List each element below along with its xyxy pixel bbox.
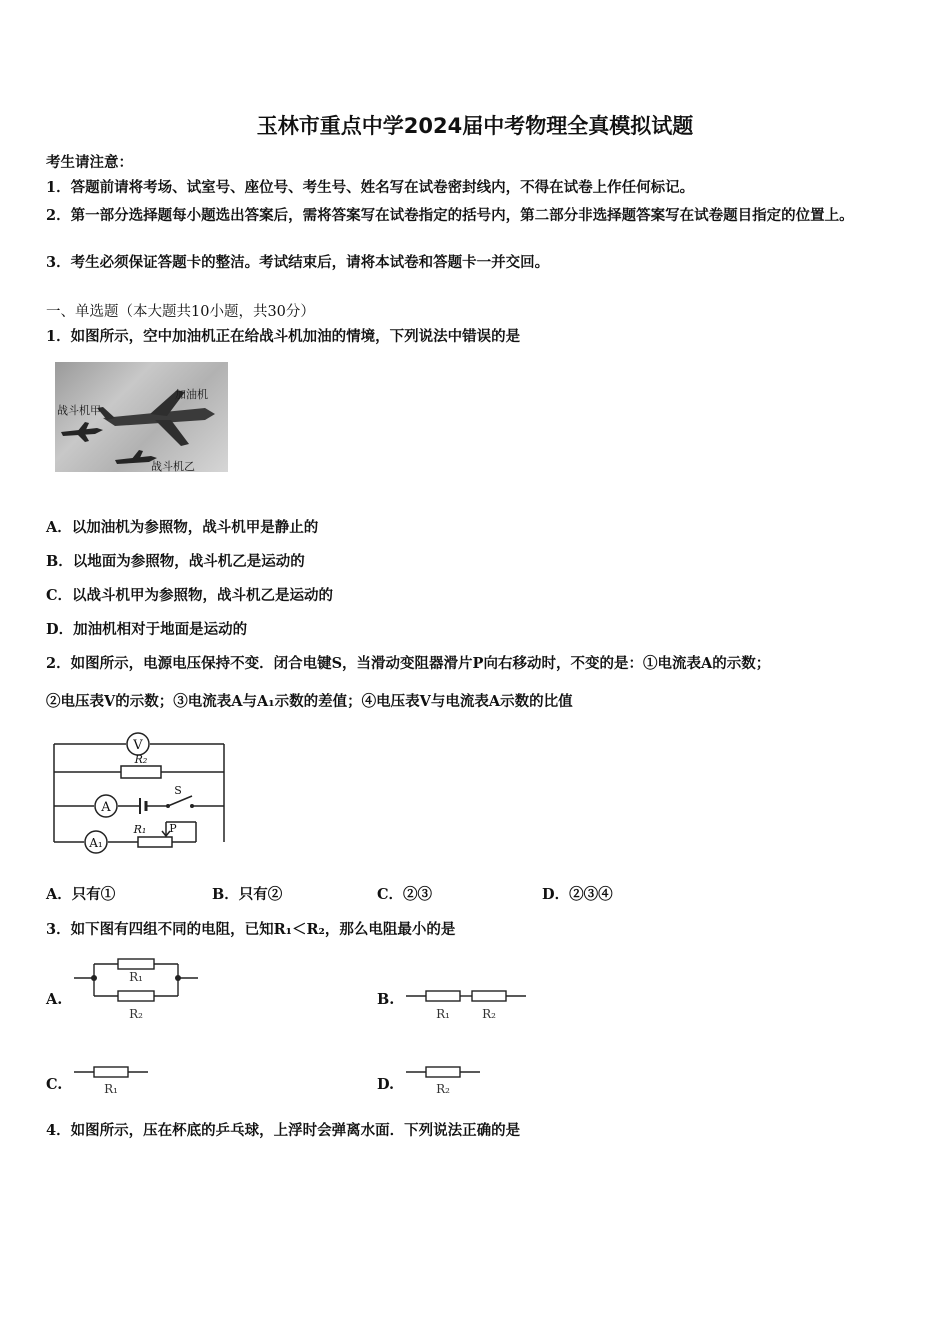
section-heading: 一、单选题（本大题共10小题，共30分） xyxy=(46,304,315,320)
switch-label: S xyxy=(174,784,182,797)
notice-item-2: 2．第一部分选择题每小题选出答案后，需将答案写在试卷指定的括号内，第二部分非选择题答案写在试卷题目指定的位置上。 xyxy=(46,207,854,224)
q3-circuit-d-r2 xyxy=(404,1060,482,1100)
q3-circuit-a-parallel xyxy=(72,950,200,1024)
voltmeter-label: V xyxy=(133,738,143,753)
q4-stem: 4．如图所示，压在杯底的乒乓球，上浮时会弹离水面．下列说法正确的是 xyxy=(46,1122,521,1139)
q3b-r2-label: R₂ xyxy=(482,1007,496,1021)
r1-label: R₁ xyxy=(133,823,147,836)
ammeter-label: A xyxy=(101,800,111,815)
ammeter-a1-label: A₁ xyxy=(89,836,103,850)
label-fighter-b: 战斗机乙 xyxy=(151,460,195,472)
q3d-r2-label: R₂ xyxy=(436,1082,450,1096)
q2-option-d[interactable]: D．②③④ xyxy=(542,886,613,903)
q1-photo-refueling xyxy=(55,362,228,472)
q2-option-a[interactable]: A．只有① xyxy=(46,886,116,903)
q3-stem: 3．如下图有四组不同的电阻，已知R₁＜R₂，那么电阻最小的是 xyxy=(46,921,456,938)
q3-option-b-letter[interactable]: B. xyxy=(377,991,395,1008)
q3b-r1-label: R₁ xyxy=(436,1007,450,1021)
slider-p-label: P xyxy=(169,822,177,835)
notice-heading: 考生请注意： xyxy=(46,154,133,171)
q3c-r1-label: R₁ xyxy=(104,1082,118,1096)
q1-option-a[interactable]: A．以加油机为参照物，战斗机甲是静止的 xyxy=(46,519,319,536)
notice-item-3: 3．考生必须保证答题卡的整洁。考试结束后，请将本试卷和答题卡一并交回。 xyxy=(46,254,550,271)
page-title: 玉林市重点中学2024届中考物理全真模拟试题 xyxy=(256,114,694,138)
q3-option-c-letter[interactable]: C. xyxy=(46,1076,63,1093)
notice-item-1: 1．答题前请将考场、试室号、座位号、考生号、姓名写在试卷密封线内，不得在试卷上作任何标记。 xyxy=(46,179,695,196)
q2-option-b[interactable]: B．只有② xyxy=(212,886,283,903)
q3-option-a-letter[interactable]: A. xyxy=(46,991,63,1008)
q3-circuit-c-r1 xyxy=(72,1060,150,1100)
label-tanker: 加油机 xyxy=(175,388,208,401)
label-fighter-a: 战斗机甲 xyxy=(57,404,101,417)
q3-circuit-b-series xyxy=(404,982,528,1026)
q3a-r2-label: R₂ xyxy=(129,1007,143,1021)
q2-stem-line1: 2．如图所示，电源电压保持不变．闭合电键S，当滑动变阻器滑片P向右移动时，不变的是：①电流表A的示数； xyxy=(46,655,771,672)
q1-option-d[interactable]: D．加油机相对于地面是运动的 xyxy=(46,621,248,638)
q1-stem: 1．如图所示，空中加油机正在给战斗机加油的情境，下列说法中错误的是 xyxy=(46,328,521,345)
q3a-r1-label: R₁ xyxy=(129,970,143,984)
q2-stem-line2: ②电压表V的示数；③电流表A与A₁示数的差值；④电压表V与电流表A示数的比值 xyxy=(46,693,573,710)
q3-option-d-letter[interactable]: D. xyxy=(377,1076,395,1093)
r2-label: R₂ xyxy=(134,753,148,766)
q2-circuit-diagram xyxy=(46,728,236,858)
q1-option-c[interactable]: C．以战斗机甲为参照物，战斗机乙是运动的 xyxy=(46,587,334,604)
q1-option-b[interactable]: B．以地面为参照物，战斗机乙是运动的 xyxy=(46,553,305,570)
q2-option-c[interactable]: C．②③ xyxy=(377,886,433,903)
